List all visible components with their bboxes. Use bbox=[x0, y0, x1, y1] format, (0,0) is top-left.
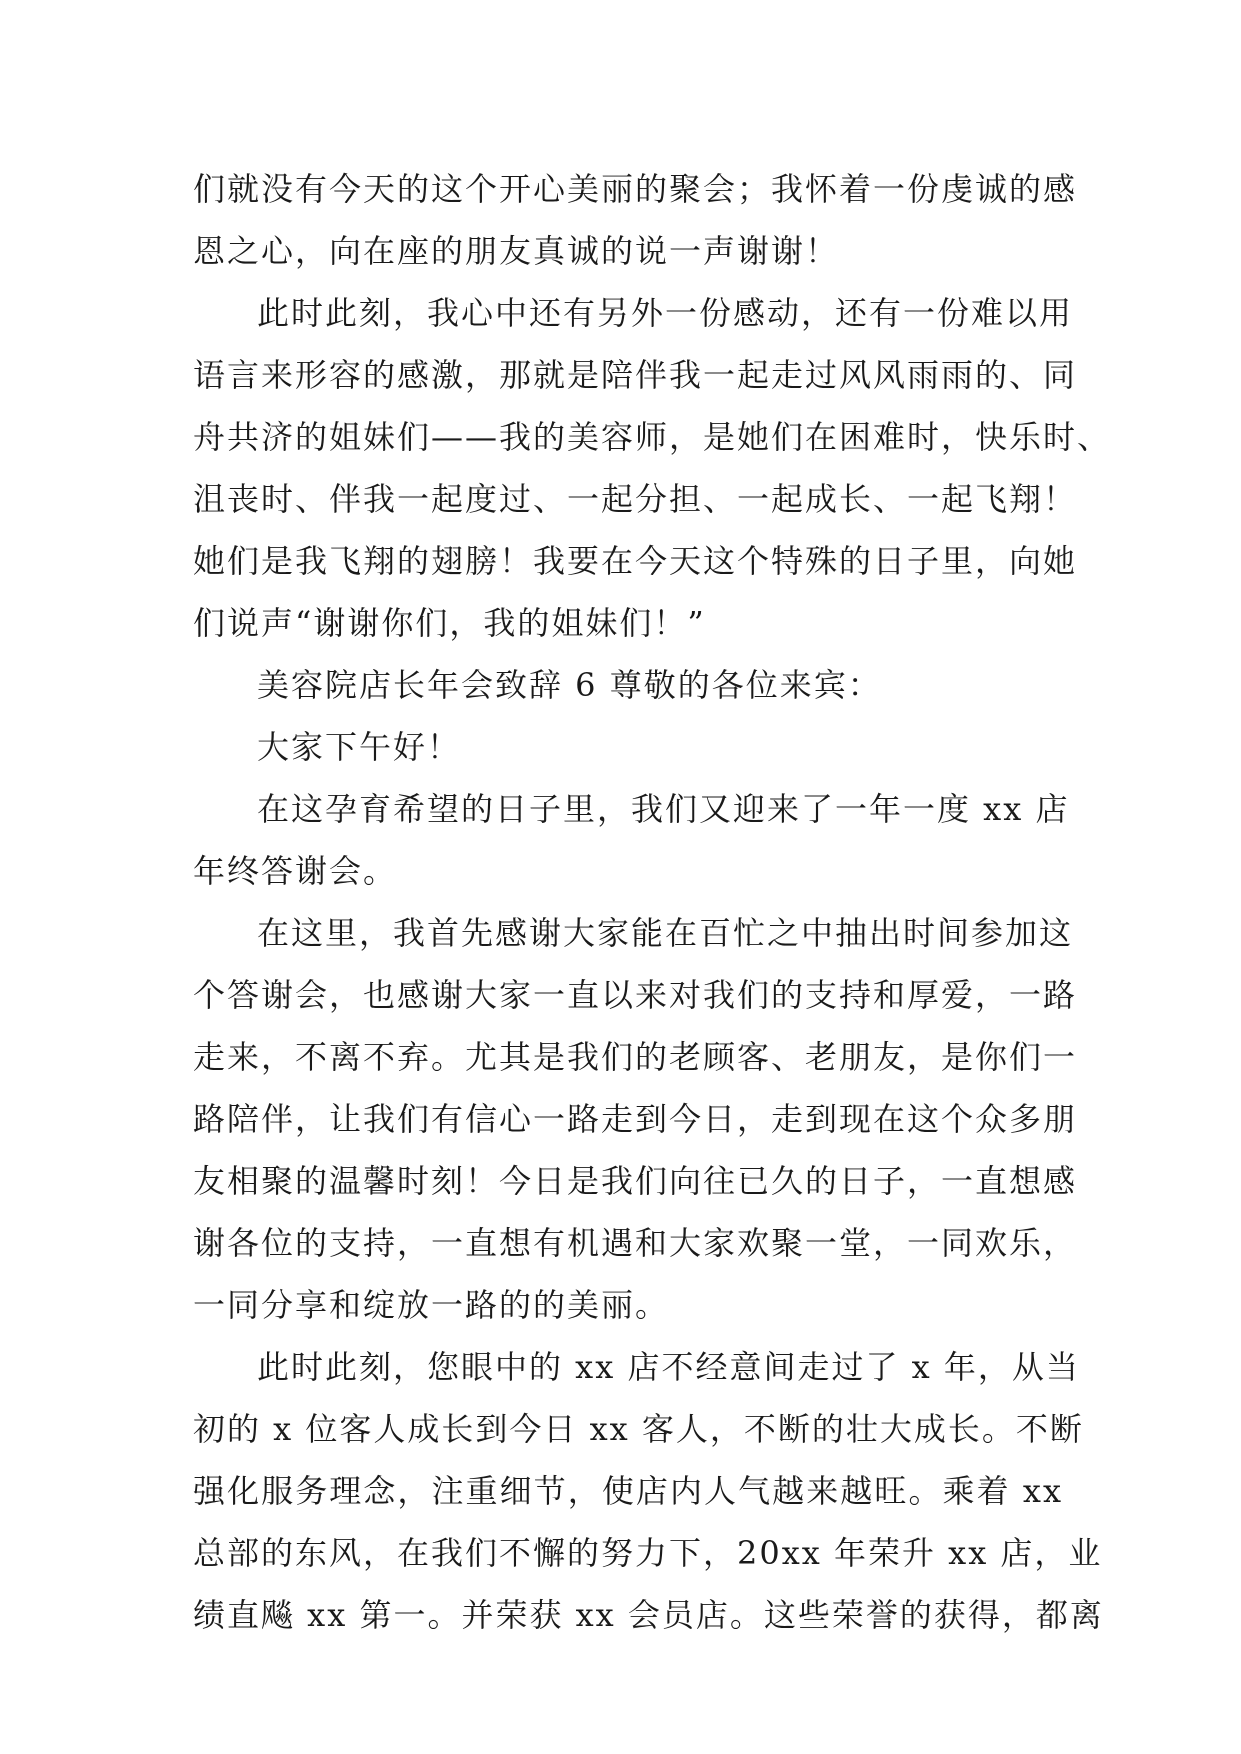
text-line: 们就没有今天的这个开心美丽的聚会；我怀着一份虔诚的感 bbox=[193, 170, 1078, 208]
text-line: 她们是我飞翔的翅膀！我要在今天这个特殊的日子里，向她 bbox=[193, 542, 1078, 580]
text-line: 沮丧时、伴我一起度过、一起分担、一起成长、一起飞翔！ bbox=[193, 480, 1078, 518]
text-line: 美容院店长年会致辞 6 尊敬的各位来宾： bbox=[257, 666, 882, 704]
text-line: 个答谢会，也感谢大家一直以来对我们的支持和厚爱，一路 bbox=[193, 976, 1078, 1014]
text-line: 路陪伴，让我们有信心一路走到今日，走到现在这个众多朋 bbox=[193, 1100, 1078, 1138]
text-line: 初的 x 位客人成长到今日 xx 客人，不断的壮大成长。不断 bbox=[193, 1410, 1084, 1448]
text-line: 在这孕育希望的日子里，我们又迎来了一年一度 xx 店 bbox=[257, 790, 1070, 828]
text-line: 语言来形容的感激，那就是陪伴我一起走过风风雨雨的、同 bbox=[193, 356, 1078, 394]
text-line: 们说声“谢谢你们，我的姐妹们！” bbox=[193, 604, 706, 642]
text-line: 友相聚的温馨时刻！今日是我们向往已久的日子，一直想感 bbox=[193, 1162, 1078, 1200]
text-line: 走来，不离不弃。尤其是我们的老顾客、老朋友，是你们一 bbox=[193, 1038, 1078, 1076]
text-line: 总部的东风，在我们不懈的努力下，20xx 年荣升 xx 店，业 bbox=[193, 1534, 1103, 1572]
text-line: 强化服务理念，注重细节，使店内人气越来越旺。乘着 xx bbox=[193, 1472, 1063, 1510]
text-line: 此时此刻，您眼中的 xx 店不经意间走过了 x 年，从当 bbox=[257, 1348, 1080, 1386]
text-line: 绩直飚 xx 第一。并荣获 xx 会员店。这些荣誉的获得，都离 bbox=[193, 1596, 1104, 1634]
text-line: 舟共济的姐妹们——我的美容师，是她们在困难时，快乐时、 bbox=[193, 418, 1112, 456]
text-line: 大家下午好！ bbox=[257, 728, 462, 766]
text-line: 年终答谢会。 bbox=[193, 852, 398, 890]
text-line: 恩之心，向在座的朋友真诚的说一声谢谢！ bbox=[193, 232, 840, 270]
text-line: 谢各位的支持，一直想有机遇和大家欢聚一堂，一同欢乐， bbox=[193, 1224, 1078, 1262]
text-line: 一同分享和绽放一路的的美丽。 bbox=[193, 1286, 670, 1324]
text-line: 此时此刻，我心中还有另外一份感动，还有一份难以用 bbox=[257, 294, 1074, 332]
document-body bbox=[193, 158, 1112, 1646]
text-line: 在这里，我首先感谢大家能在百忙之中抽出时间参加这 bbox=[257, 914, 1074, 952]
